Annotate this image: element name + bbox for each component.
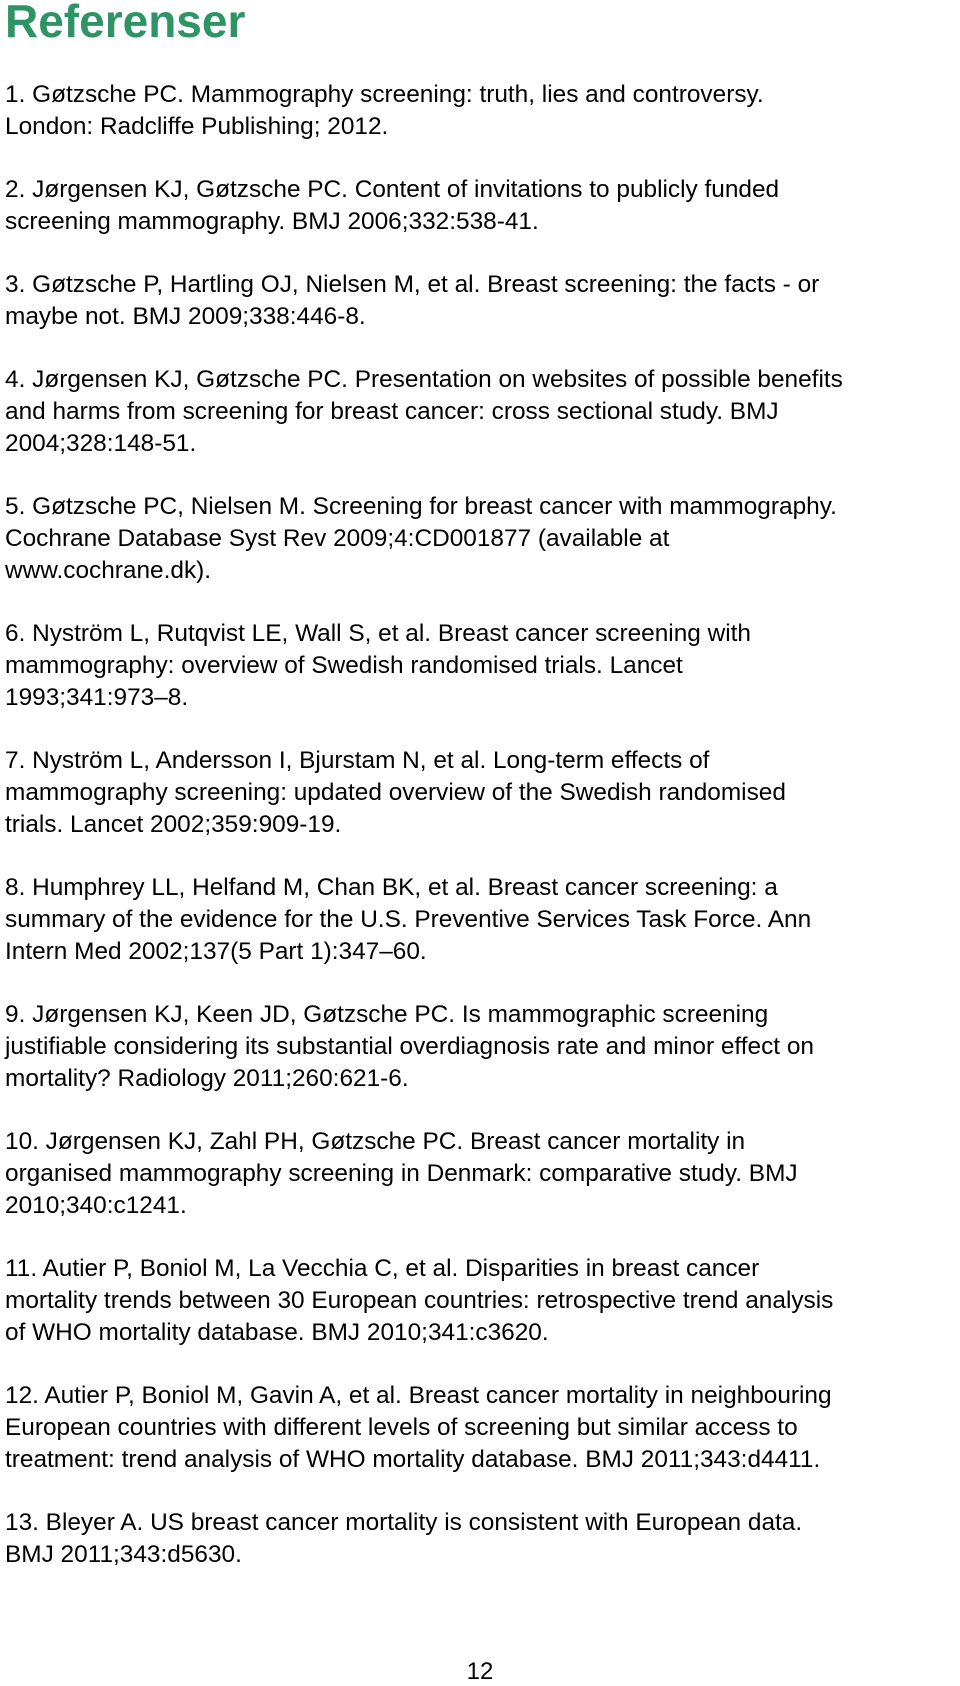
- reference-line: screening mammography. BMJ 2006;332:538-41.: [5, 208, 539, 235]
- reference-item: [5, 1253, 957, 1349]
- reference-line: 12. Autier P, Boniol M, Gavin A, et al. Breast cancer mortality in neighbouring: [5, 1382, 832, 1409]
- reference-line: 2010;340:c1241.: [5, 1192, 187, 1219]
- reference-line: London: Radcliffe Publishing; 2012.: [5, 113, 389, 140]
- reference-line: 5. Gøtzsche PC, Nielsen M. Screening for breast cancer with mammography.: [5, 493, 837, 520]
- reference-item: [5, 999, 957, 1095]
- reference-line: 6. Nyström L, Rutqvist LE, Wall S, et al. Breast cancer screening with: [5, 620, 751, 647]
- reference-line: 10. Jørgensen KJ, Zahl PH, Gøtzsche PC. Breast cancer mortality in: [5, 1128, 746, 1155]
- reference-line: of WHO mortality database. BMJ 2010;341:c3620.: [5, 1319, 549, 1346]
- reference-item: [5, 745, 957, 841]
- page-number: 12: [466, 1658, 494, 1685]
- reference-line: European countries with different levels of screening but similar access to: [5, 1414, 798, 1441]
- reference-item: [5, 174, 957, 238]
- reference-line: Cochrane Database Syst Rev 2009;4:CD001877 (available at: [5, 525, 670, 552]
- reference-line: 2004;328:148-51.: [5, 430, 197, 457]
- reference-line: 3. Gøtzsche P, Hartling OJ, Nielsen M, et al. Breast screening: the facts - or: [5, 271, 820, 298]
- reference-line: organised mammography screening in Denmark: comparative study. BMJ: [5, 1160, 798, 1187]
- reference-line: 2. Jørgensen KJ, Gøtzsche PC. Content of invitations to publicly funded: [5, 176, 780, 203]
- reference-item: [5, 1380, 957, 1476]
- reference-item: [5, 364, 957, 460]
- reference-line: 1993;341:973–8.: [5, 684, 189, 711]
- reference-line: mammography: overview of Swedish randomised trials. Lancet: [5, 652, 683, 679]
- reference-line: mammography screening: updated overview of the Swedish randomised: [5, 779, 786, 806]
- reference-line: 4. Jørgensen KJ, Gøtzsche PC. Presentation on websites of possible benefits: [5, 366, 843, 393]
- reference-line: 8. Humphrey LL, Helfand M, Chan BK, et al. Breast cancer screening: a: [5, 874, 778, 901]
- reference-line: Intern Med 2002;137(5 Part 1):347–60.: [5, 938, 427, 965]
- reference-line: www.cochrane.dk).: [5, 557, 212, 584]
- reference-item: [5, 1507, 957, 1571]
- reference-list: [5, 79, 957, 1602]
- reference-item: [5, 872, 957, 968]
- reference-line: summary of the evidence for the U.S. Preventive Services Task Force. Ann: [5, 906, 812, 933]
- reference-line: 1. Gøtzsche PC. Mammography screening: truth, lies and controversy.: [5, 81, 764, 108]
- reference-line: mortality trends between 30 European countries: retrospective trend analysis: [5, 1287, 834, 1314]
- reference-line: 9. Jørgensen KJ, Keen JD, Gøtzsche PC. Is mammographic screening: [5, 1001, 769, 1028]
- reference-line: justifiable considering its substantial overdiagnosis rate and minor effect on: [5, 1033, 814, 1060]
- reference-line: maybe not. BMJ 2009;338:446-8.: [5, 303, 366, 330]
- reference-line: 11. Autier P, Boniol M, La Vecchia C, et al. Disparities in breast cancer: [5, 1255, 760, 1282]
- reference-line: BMJ 2011;343:d5630.: [5, 1541, 242, 1568]
- reference-item: [5, 618, 957, 714]
- reference-line: trials. Lancet 2002;359:909-19.: [5, 811, 342, 838]
- reference-line: 13. Bleyer A. US breast cancer mortality is consistent with European data.: [5, 1509, 803, 1536]
- reference-item: [5, 1126, 957, 1222]
- reference-line: treatment: trend analysis of WHO mortality database. BMJ 2011;343:d4411.: [5, 1446, 821, 1473]
- reference-item: [5, 491, 957, 587]
- reference-line: 7. Nyström L, Andersson I, Bjurstam N, et al. Long-term effects of: [5, 747, 710, 774]
- reference-item: [5, 79, 957, 143]
- page-heading: Referenser: [5, 0, 246, 47]
- reference-line: and harms from screening for breast cancer: cross sectional study. BMJ: [5, 398, 779, 425]
- reference-line: mortality? Radiology 2011;260:621-6.: [5, 1065, 409, 1092]
- reference-item: [5, 269, 957, 333]
